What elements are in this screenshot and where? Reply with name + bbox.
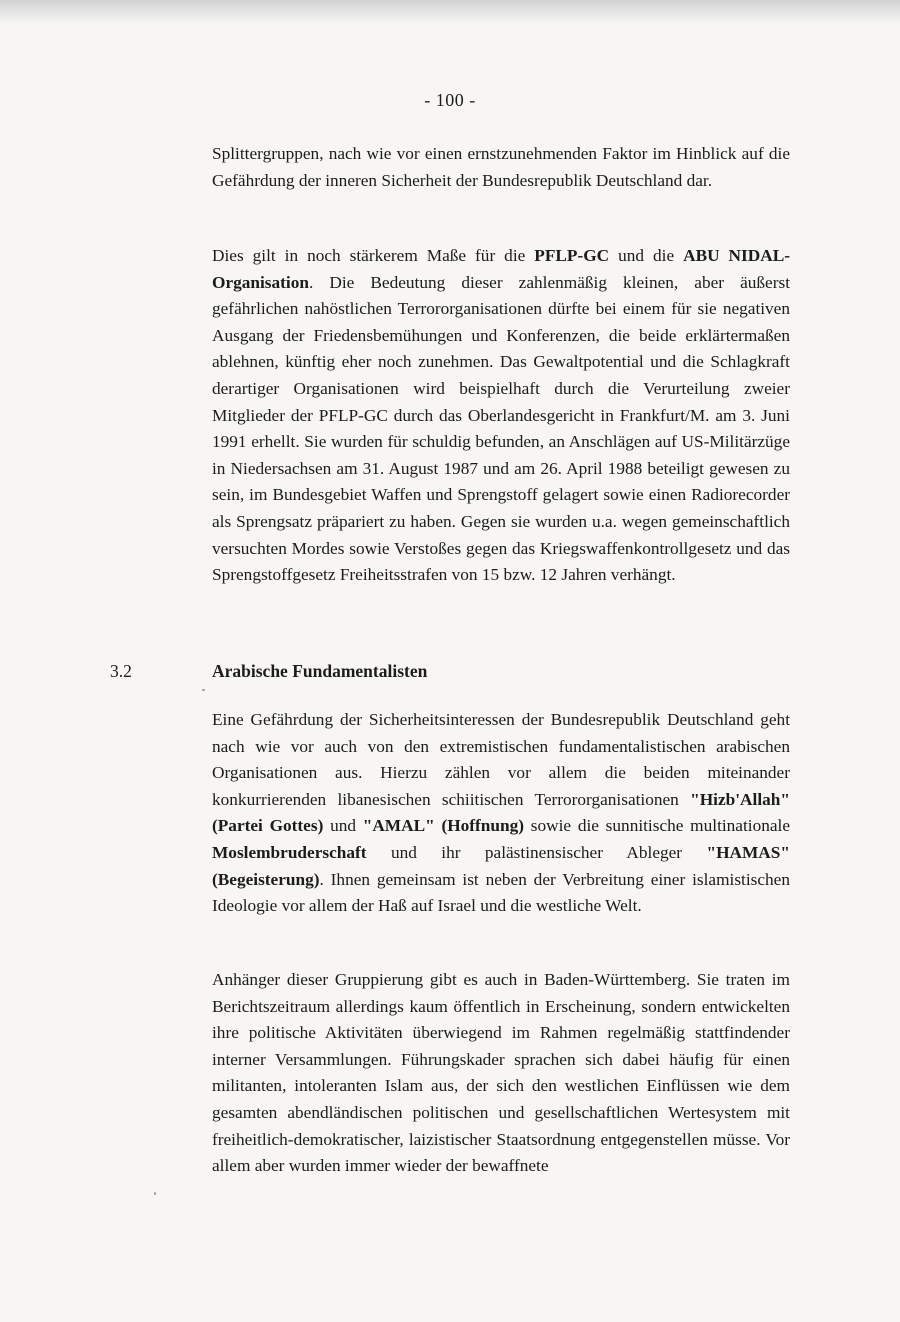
bold-pflp-gc: PFLP-GC <box>534 246 610 265</box>
bold-hamas: "HAMAS" (Begeisterung) <box>212 842 790 889</box>
bold-amal: "AMAL" (Hoffnung) <box>362 816 525 836</box>
text-run: und die <box>609 246 684 265</box>
text-run: . Ihnen gemeinsam ist neben der Verbreitung einer islamistischen Ideologie vor allem der Haß auf Israel und die westliche Welt. <box>212 869 790 916</box>
scan-speck <box>154 1192 156 1195</box>
bold-hizballah: "Hizb'Allah" (Partei Gottes) <box>212 789 790 836</box>
text-run: Dies gilt in noch stärkerem Maße für die <box>212 246 535 265</box>
text-run: Eine Gefährdung der Sicherheitsinteressen der Bundesrepublik Deutschland geht nach wie vor auch von den extremistischen fundamentalistischen arabischen Organisationen aus. Hierzu zählen vor allem die beiden miteinander konkurrierenden libanesischen schiitischen Terrororganisationen <box>212 710 790 809</box>
paragraph-splittergruppen: Splittergruppen, nach wie vor einen ernstzunehmenden Faktor im Hinblick auf die Gefährdung der inneren Sicherheit der Bundesrepublik Deutschland dar. <box>212 144 790 190</box>
scan-speck <box>202 689 205 691</box>
section-number: 3.2 <box>110 661 132 681</box>
bold-abu-nidal: ABU NIDAL-Organisation <box>212 246 790 292</box>
scan-shadow <box>0 0 900 24</box>
text-run: sowie die sunnitische multinationale <box>524 816 791 836</box>
page-number: - 100 - <box>424 90 476 110</box>
text-run: . Die Bedeutung dieser zahlenmäßig kleinen, aber äußerst gefährlichen nahöstlichen Terrororganisationen dürfte bei einem für sie negativen Ausgang der Friedensbemühungen und Konferenzen, die beide erklärtermaßen ablehnen, künftig eher noch zunehmen. Das Gewaltpotential und die Schlagkraft derartiger Organisationen wird beispielhaft durch die Verurteilung zweier Mitglieder der PFLP-GC durch das Oberlandesgericht in Frankfurt/M. am 3. Juni 1991 erhellt. Sie wurden für schuldig befunden, an Anschlägen auf US-Militärzüge in Niedersachsen am 31. August 1987 und am 26. April 1988 beteiligt gewesen zu sein, im Bundesgebiet Waffen und Sprengstoff gelagert sowie einen Radiorecorder als Sprengsatz präpariert zu haben. Gegen sie wurden u.a. wegen gemeinschaftlich versuchten Mordes sowie Verstoßes gegen das Kriegswaffenkontrollgesetz und das Sprengstoffgesetz Freiheitsstrafen von 15 bzw. 12 Jahren verhängt. <box>212 272 790 585</box>
paragraph-pflp-gc <box>212 243 790 589</box>
text-run: und ihr palästinensischer Ableger <box>366 842 707 862</box>
paragraph-fundamentalisten <box>212 707 790 920</box>
section-title: Arabische Fundamentalisten <box>212 661 428 681</box>
bold-moslembruderschaft: Moslembruderschaft <box>212 842 367 862</box>
text-run: und <box>323 816 363 836</box>
paragraph-baden-wuerttemberg: Anhänger dieser Gruppierung gibt es auch in Baden-Württemberg. Sie traten im Berichtszeitraum allerdings kaum öffentlich in Erscheinung, sondern entwickelten ihre politische Aktivitäten überwiegend im Rahmen regelmäßig stattfindender interner Versammlungen. Führungskader sprachen sich dabei häufig für einen militanten, intoleranten Islam aus, der sich den westlichen Einflüssen wie dem gesamten abendländischen politischen und gesellschaftlichen Wertesystem mit freiheitlich-demokratischer, laizistischer Staatsordnung entgegenstellen müsse. Vor allem aber wurden immer wieder der bewaffnete <box>212 970 790 1176</box>
